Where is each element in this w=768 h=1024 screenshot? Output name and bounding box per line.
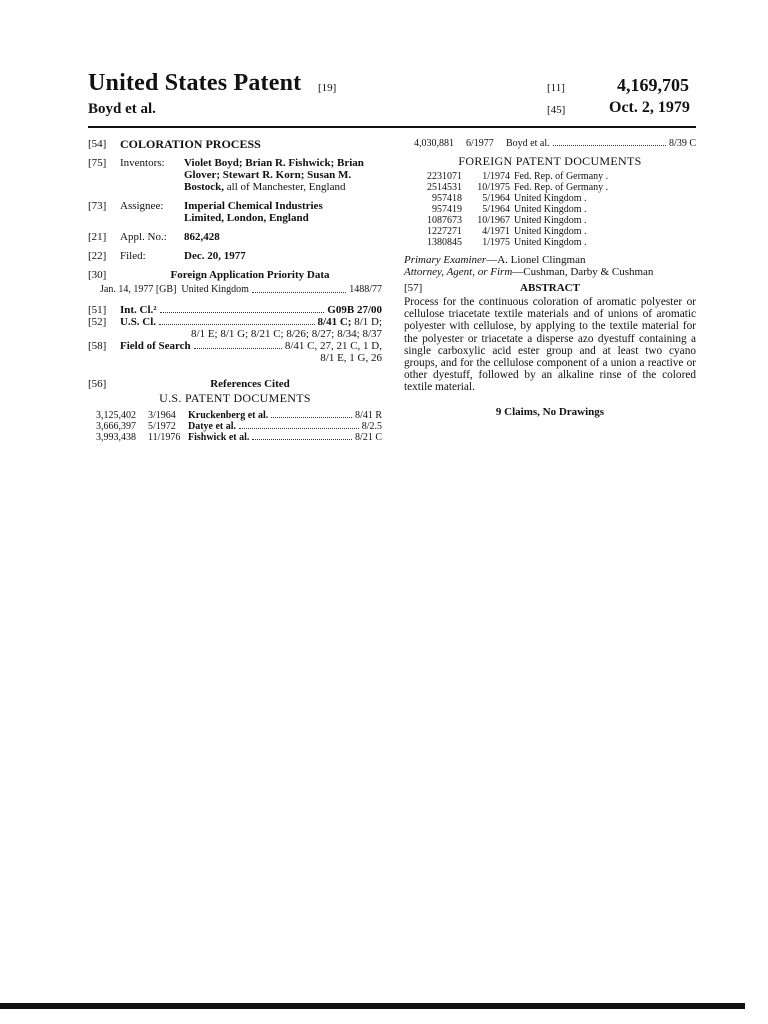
us-cl-continuation: 8/1 E; 8/1 G; 8/21 C; 8/26; 8/27; 8/34; 8/37 [191, 328, 382, 340]
code-51: [51] [88, 304, 107, 316]
patent-number: 4,169,705 [617, 75, 689, 95]
inid-code-19: [19] [318, 82, 337, 94]
fp-date: 1/1974 [482, 171, 510, 182]
fp-date: 5/1964 [482, 193, 510, 204]
left-column [88, 138, 382, 443]
header-rule [88, 126, 696, 128]
inid-code-11: [11] [547, 82, 565, 94]
table-row [96, 410, 382, 421]
filed-value: Dec. 20, 1977 [184, 250, 246, 262]
field-51 [88, 304, 382, 316]
ref-date: 5/1972 [148, 421, 176, 432]
ref-date: 3/1964 [148, 410, 176, 421]
dot-leader [271, 410, 352, 418]
table-row [418, 182, 696, 193]
us-cl-label: U.S. Cl. [120, 316, 157, 328]
table-row [418, 204, 696, 215]
foreign-patent-documents-heading: FOREIGN PATENT DOCUMENTS [458, 154, 642, 168]
dot-leader [252, 284, 346, 293]
dot-leader [160, 312, 325, 313]
attorney [404, 266, 696, 278]
code-21: [21] [88, 231, 107, 243]
priority-heading: Foreign Application Priority Data [170, 269, 330, 281]
field-52 [88, 316, 382, 328]
patent-office-title: United States Patent [88, 70, 302, 96]
code-58: [58] [88, 340, 107, 352]
code-54: [54] [88, 138, 107, 150]
fp-date: 1/1975 [482, 237, 510, 248]
ref-class: 8/2.5 [361, 421, 382, 432]
us-patent-documents-heading: U.S. PATENT DOCUMENTS [159, 391, 311, 405]
fp-country: Fed. Rep. of Germany . [514, 182, 609, 193]
fp-date: 10/1967 [477, 215, 510, 226]
abstract-text: Process for the continuous coloration of aromatic polyester or cellulose triacetate textile materials and of unions of aromatic polyester with cellulose, by applying to the textile material for the polyester or triacetate a disperse azo dyestuff containing a single carboxylic acid ester group and at least two cyano groups, and for the cellulose component of a union a reactive or other dyestuff, followed by an alkaline rinse of the colored textile material. [404, 296, 696, 394]
field-73 [88, 200, 382, 224]
ref-number: 3,125,402 [96, 410, 136, 421]
filed-label: Filed: [120, 250, 146, 262]
inventors-location: all of Manchester, England [224, 181, 346, 193]
fp-country: United Kingdom . [514, 204, 587, 215]
code-52: [52] [88, 316, 107, 328]
primary-examiner [404, 254, 696, 266]
ref-number: 3,993,438 [96, 432, 136, 443]
table-row [418, 226, 696, 237]
foreign-patent-table [418, 171, 696, 248]
int-cl-label: Int. Cl.² [120, 304, 157, 316]
invention-title: COLORATION PROCESS [120, 137, 261, 151]
ref-author: Kruckenberg et al. [188, 410, 269, 421]
field-56 [88, 378, 382, 390]
bottom-rule [0, 1003, 745, 1009]
authors: Boyd et al. [88, 101, 156, 117]
table-row [418, 237, 696, 248]
ref-number: 4,030,881 [414, 138, 454, 149]
right-column [404, 138, 696, 418]
inventors-label: Inventors: [120, 157, 165, 169]
int-cl-value: G09B 27/00 [327, 304, 382, 316]
ref-date: 6/1977 [466, 138, 494, 149]
fp-number: 1227271 [427, 226, 462, 237]
inventors-names: Violet Boyd; Brian R. Fishwick; Brian Glover; Stewart R. Korn; Susan M. Bostock, [184, 157, 364, 193]
fp-country: Fed. Rep. of Germany . [514, 171, 609, 182]
abstract-heading: ABSTRACT [520, 282, 580, 294]
attorney-name: —Cushman, Darby & Cushman [512, 266, 654, 278]
fp-date: 10/1975 [477, 182, 510, 193]
fp-country: United Kingdom . [514, 215, 587, 226]
table-row [418, 171, 696, 182]
ref-class: 8/41 R [355, 410, 382, 421]
appl-no-value: 862,428 [184, 231, 220, 243]
dot-leader [252, 432, 352, 440]
priority-row [100, 284, 382, 296]
references-heading: References Cited [210, 378, 290, 390]
field-of-search-value: 8/41 C, 27, 21 C, 1 D, [284, 340, 382, 352]
field-22 [88, 250, 382, 262]
fp-number: 2514531 [427, 182, 462, 193]
assignee-location: Limited, London, England [184, 212, 309, 224]
table-row [418, 215, 696, 226]
fp-number: 957419 [432, 204, 462, 215]
fp-country: United Kingdom . [514, 226, 587, 237]
dot-leader [239, 421, 359, 429]
fp-country: United Kingdom . [514, 237, 587, 248]
field-75 [88, 157, 382, 193]
code-75: [75] [88, 157, 107, 169]
primary-examiner-label: Primary Examiner [404, 254, 487, 266]
priority-country: United Kingdom [181, 284, 249, 295]
fp-date: 4/1971 [482, 226, 510, 237]
field-30 [88, 269, 382, 281]
ref-author: Boyd et al. [506, 138, 550, 149]
abstract-header [404, 282, 696, 294]
us-cl-rest: 8/1 D; [351, 316, 382, 328]
table-row [418, 193, 696, 204]
ref-class: 8/39 C [669, 138, 696, 149]
dot-leader [194, 348, 282, 349]
ref-class: 8/21 C [355, 432, 382, 443]
code-73: [73] [88, 200, 107, 212]
ref-number: 3,666,397 [96, 421, 136, 432]
appl-no-label: Appl. No.: [120, 231, 167, 243]
fp-number: 2231071 [427, 171, 462, 182]
assignee-label: Assignee: [120, 200, 164, 212]
table-row [96, 421, 382, 432]
attorney-label: Attorney, Agent, or Firm [404, 266, 513, 278]
claims-summary: 9 Claims, No Drawings [495, 405, 605, 418]
primary-examiner-name: —A. Lionel Clingman [486, 254, 586, 266]
code-56: [56] [88, 378, 107, 390]
code-30: [30] [88, 269, 107, 281]
field-of-search-continuation: 8/1 E, 1 G, 26 [320, 352, 382, 364]
field-21 [88, 231, 382, 243]
code-57: [57] [404, 282, 423, 294]
fp-number: 957418 [432, 193, 462, 204]
us-cl-primary: 8/41 C; [317, 316, 352, 328]
priority-date: Jan. 14, 1977 [100, 284, 154, 295]
table-row [96, 432, 382, 443]
priority-country-code: [GB] [155, 284, 177, 295]
fp-date: 5/1964 [482, 204, 510, 215]
fp-number: 1380845 [427, 237, 462, 248]
fp-number: 1087673 [427, 215, 462, 226]
code-22: [22] [88, 250, 107, 262]
field-of-search-label: Field of Search [120, 340, 191, 352]
dot-leader [553, 138, 666, 146]
field-54 [88, 138, 382, 150]
ref-date: 11/1976 [148, 432, 181, 443]
field-58 [88, 340, 382, 352]
ref-author: Datye et al. [188, 421, 237, 432]
ref-author: Fishwick et al. [188, 432, 250, 443]
table-row [414, 138, 696, 149]
assignee-name: Imperial Chemical Industries [184, 200, 323, 212]
issue-date: Oct. 2, 1979 [609, 99, 690, 116]
priority-number: 1488/77 [349, 284, 382, 295]
fp-country: United Kingdom . [514, 193, 587, 204]
inid-code-45: [45] [547, 104, 566, 116]
dot-leader [159, 324, 314, 325]
